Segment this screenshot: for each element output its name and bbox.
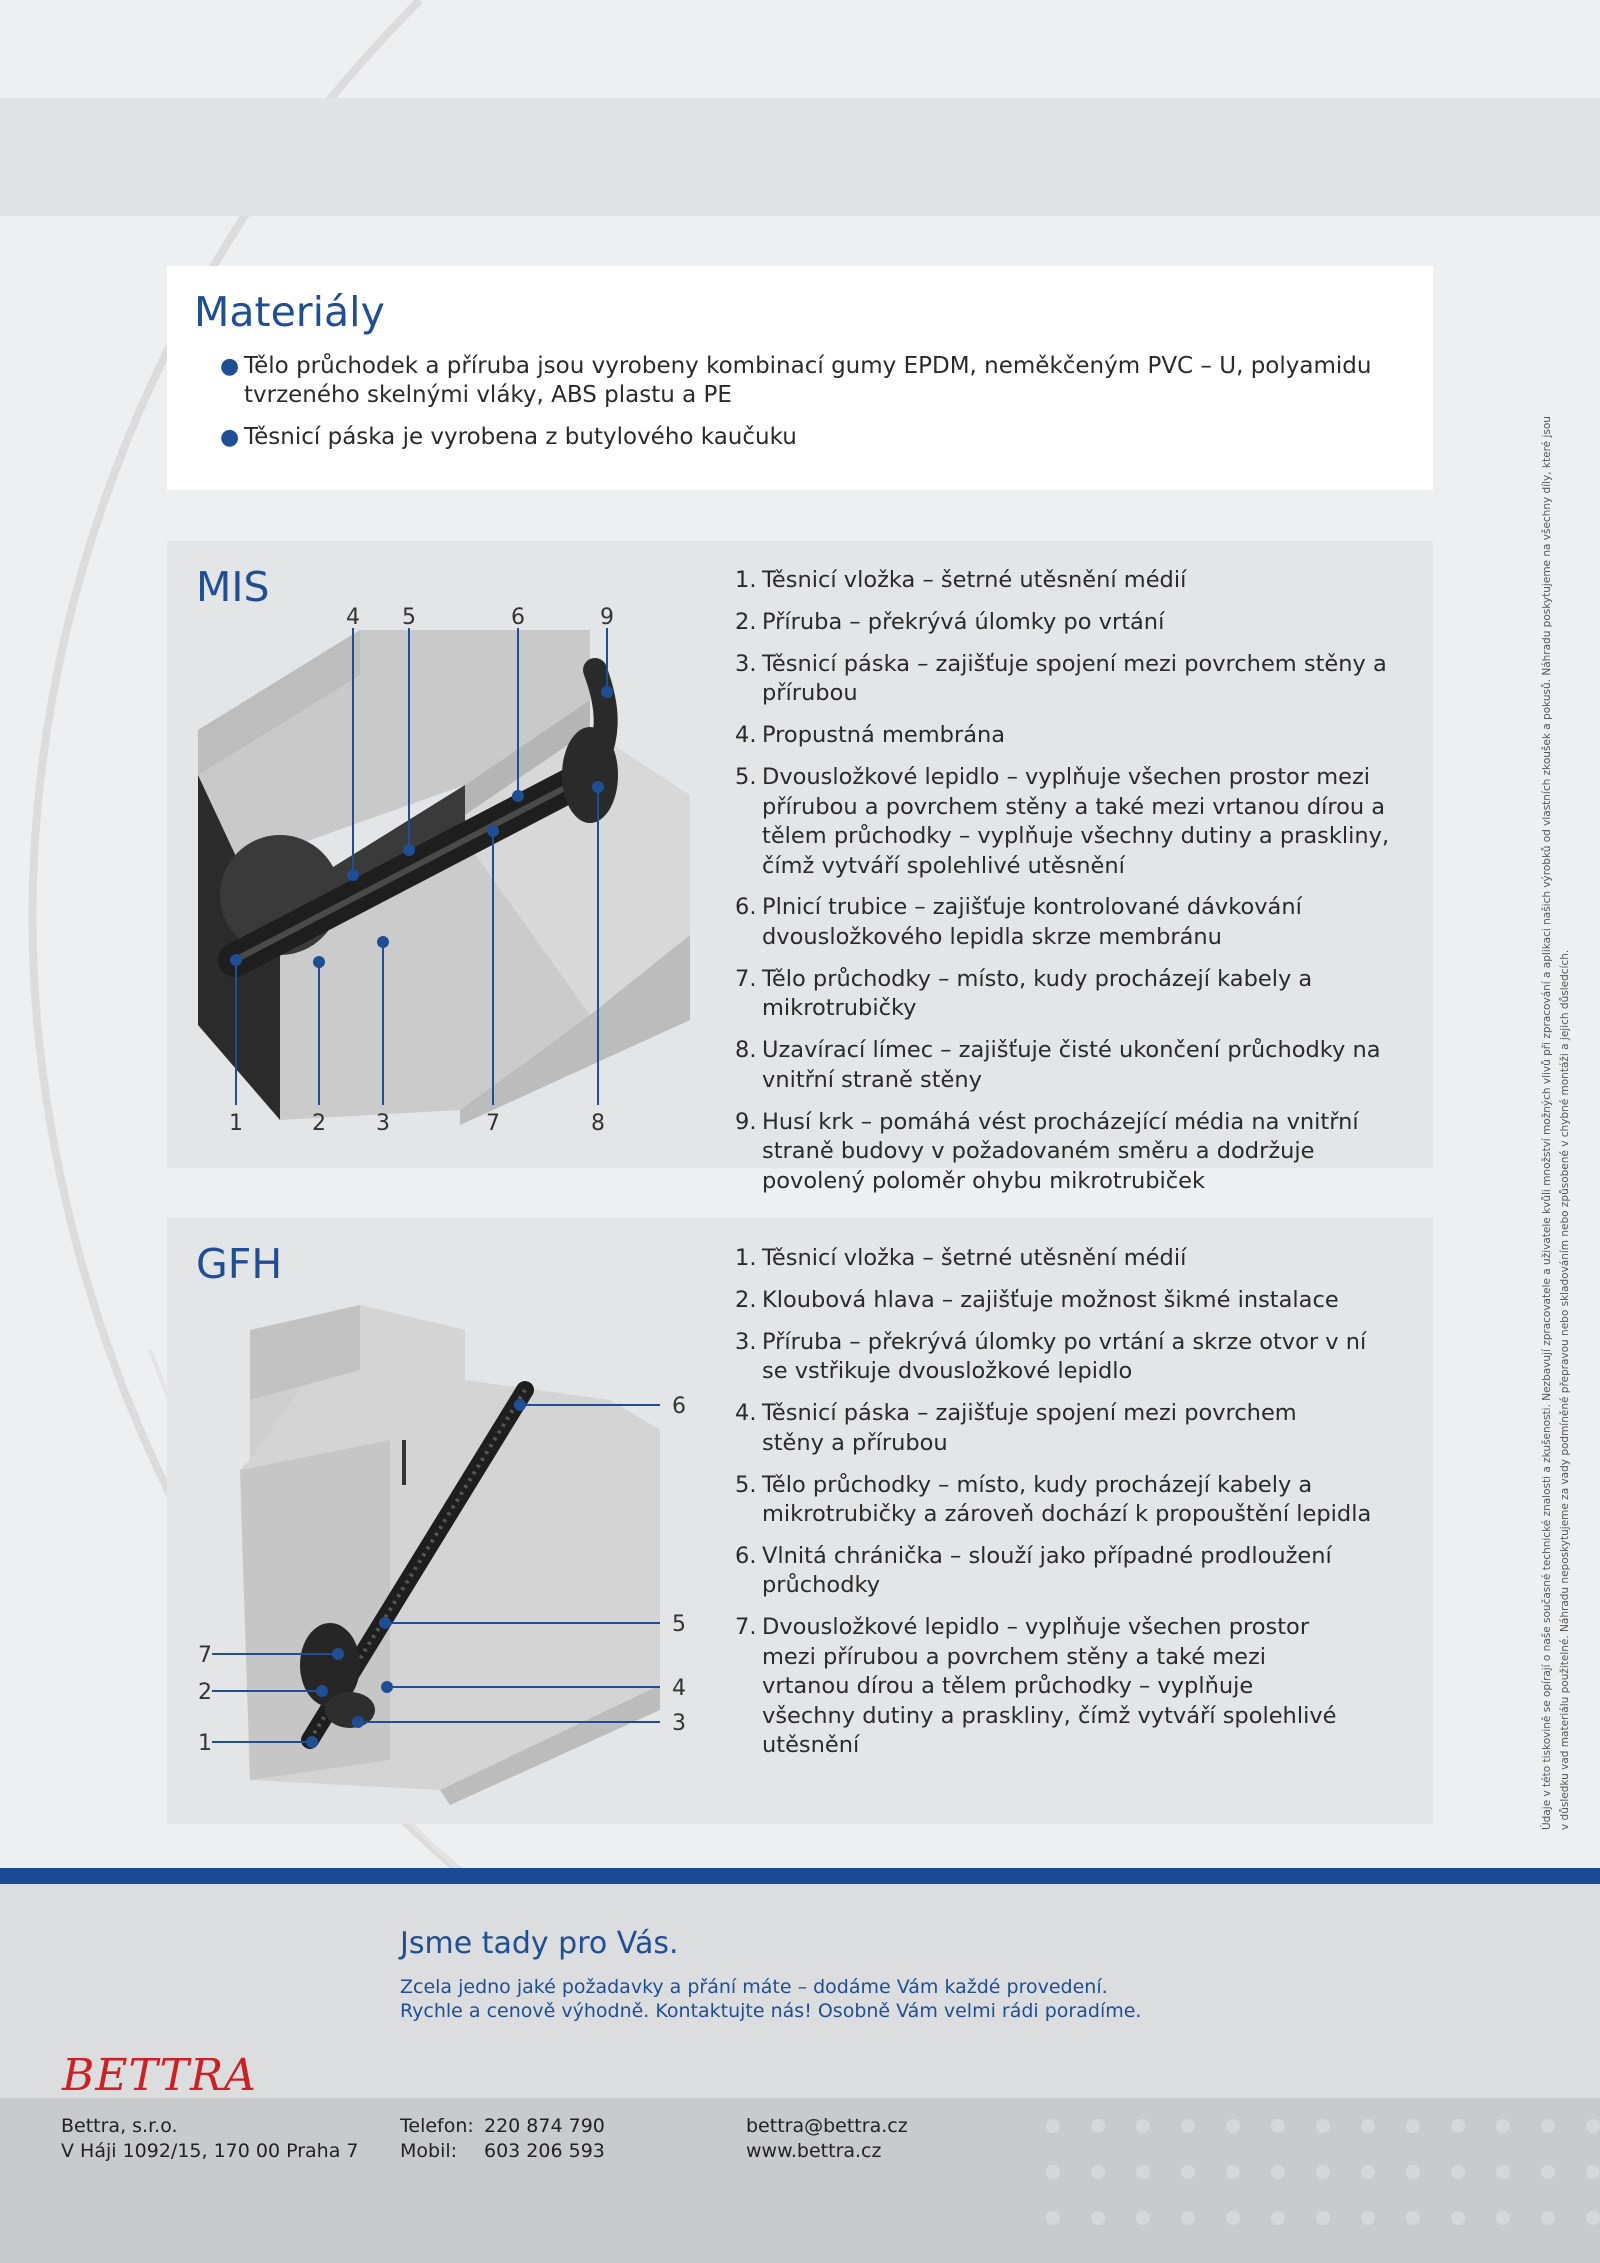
list-item: 7. Dvousložkové lepidlo – vyplňuje všechen prostor mezi přírubou a povrchem stěny a také mezi vrtanou dírou a tělem průchodky – vyplňuje všechny dutiny a praskliny, čímž vytváří spolehlivé utěsnění [735,1614,1337,1759]
footer-company-block [61,2114,359,2164]
list-item: 9. Husí krk – pomáhá vést procházející média na vnitřní straně budovy v požadovaném směru a dodržuje povolený poloměr ohybu mikrotrubiček [735,1108,1359,1194]
company-address: V Háji 1092/15, 170 00 Praha 7 [61,2140,359,2162]
list-item: 8. Uzavírací límec – zajišťuje čisté ukončení průchodky na vnitřní straně stěny [735,1037,1381,1093]
gfh-diagram [190,1290,710,1810]
mis-callout-2: 2 [312,1111,326,1136]
materials-list [194,352,1394,465]
list-item: 5. Tělo průchodky – místo, kudy procházejí kabely a mikrotrubičky a zároveň dochází k propouštění lepidla [735,1471,1372,1528]
mis-callout-8: 8 [591,1111,605,1136]
bullet-icon: ● [220,425,240,450]
phone-number: 220 874 790 [484,2115,605,2137]
email-link[interactable]: bettra@bettra.cz [746,2115,908,2137]
gfh-callout-2: 2 [198,1680,212,1705]
list-item: 3. Příruba – překrývá úlomky po vrtání a skrze otvor v ní se vstřikuje dvousložkové lepidlo [735,1328,1367,1385]
materials-bullet-item: ● Tělo průchodek a příruba jsou vyrobeny kombinací gumy EPDM, neměkčeným PVC – U, polyamidu tvrzeného skelnými vláky, ABS plastu a PE [220,353,1372,408]
mis-callout-4: 4 [346,605,360,630]
list-item: 4. Propustná membrána [735,722,1006,749]
mobile-number: 603 206 593 [484,2140,605,2162]
list-item: 1. Těsnicí vložka – šetrné utěsnění médií [735,1245,1187,1271]
mis-diagram [190,600,690,1140]
footer-subtext: Zcela jedno jaké požadavky a přání máte – dodáme Vám každé provedení. Rychle a cenově výhodně. Kontaktujte nás! Osobně Vám velmi rádi poradíme. [400,1976,1142,2022]
mis-gooseneck [590,670,606,775]
mis-items-list [735,566,1415,1209]
mis-callout-1: 1 [229,1111,243,1136]
footer-heading: Jsme tady pro Vás. [400,1926,679,1961]
footer-dot-pattern [1030,2110,1600,2260]
list-item: 2. Kloubová hlava – zajišťuje možnost šikmé instalace [735,1286,1339,1313]
gfh-items-list [735,1244,1415,1773]
gfh-callout-4: 4 [672,1676,686,1701]
materials-title: Materiály [194,288,385,336]
company-name: Bettra, s.r.o. [61,2115,178,2137]
materials-bullet-item: ● Těsnicí páska je vyrobena z butylového kaučuku [220,424,797,450]
list-item: 6. Vlnitá chránička – slouží jako případné prodloužení průchodky [735,1542,1332,1599]
list-item: 3. Těsnicí páska – zajišťuje spojení mezi povrchem stěny a přírubou [735,650,1387,707]
mis-title: MIS [196,563,270,611]
gfh-callout-6: 6 [672,1394,686,1419]
footer-phone-block: Telefon: 220 874 790 Mobil: 603 206 593 [400,2115,605,2162]
gfh-callout-7: 7 [198,1643,212,1668]
list-item: 6. Plnicí trubice – zajišťuje kontrolované dávkování dvousložkového lepidla skrze membránu [735,894,1302,950]
bettra-logo: BETTRA [62,2050,257,2101]
gfh-callout-3: 3 [672,1711,686,1736]
gfh-callout-5: 5 [672,1612,686,1637]
footer-online-block [746,2114,908,2164]
list-item: 2. Příruba – překrývá úlomky po vrtání [735,608,1165,635]
gfh-title: GFH [196,1240,283,1288]
list-item: 4. Těsnicí páska – zajišťuje spojení mezi povrchem stěny a přírubou [735,1400,1297,1456]
header-band [0,98,1600,216]
mis-callout-3: 3 [376,1111,390,1136]
disclaimer-text: Údaje v této tiskovině se opírají o naše současné technické znalosti a zkušenosti. Nezbavují zpracovatele a uživatele kvůli množství možných vlivů při zpracování a aplikaci našich výrobků od vlastních zkoušek a pokusů. Náhradu poskytujeme na všechny díly, které jsou v důsledku vad materiálu použitelné. Náhradu neposkytujeme za vady podmíněné přepravou nebo skladováním nebo způsobené v chybné montáži a jejich důsledcích. [1541,416,1571,1830]
bullet-icon: ● [220,354,240,379]
mis-callout-7: 7 [486,1111,500,1136]
footer-rule [0,1868,1600,1884]
mis-callout-9: 9 [600,605,614,630]
website-link[interactable]: www.bettra.cz [746,2140,882,2162]
gfh-callout-1: 1 [198,1731,212,1756]
mis-callout-6: 6 [511,605,525,630]
mis-callout-5: 5 [402,605,416,630]
list-item: 5. Dvousložkové lepidlo – vyplňuje všechen prostor mezi přírubou a povrchem stěny a také mezi vrtanou dírou a tělem průchodky – vyplňuje všechny dutiny a praskliny, čímž vytváří spolehlivé utěsnění [735,764,1390,879]
list-item: 1. Těsnicí vložka – šetrné utěsnění médií [735,567,1187,593]
list-item: 7. Tělo průchodky – místo, kudy procházejí kabely a mikrotrubičky [735,965,1313,1022]
